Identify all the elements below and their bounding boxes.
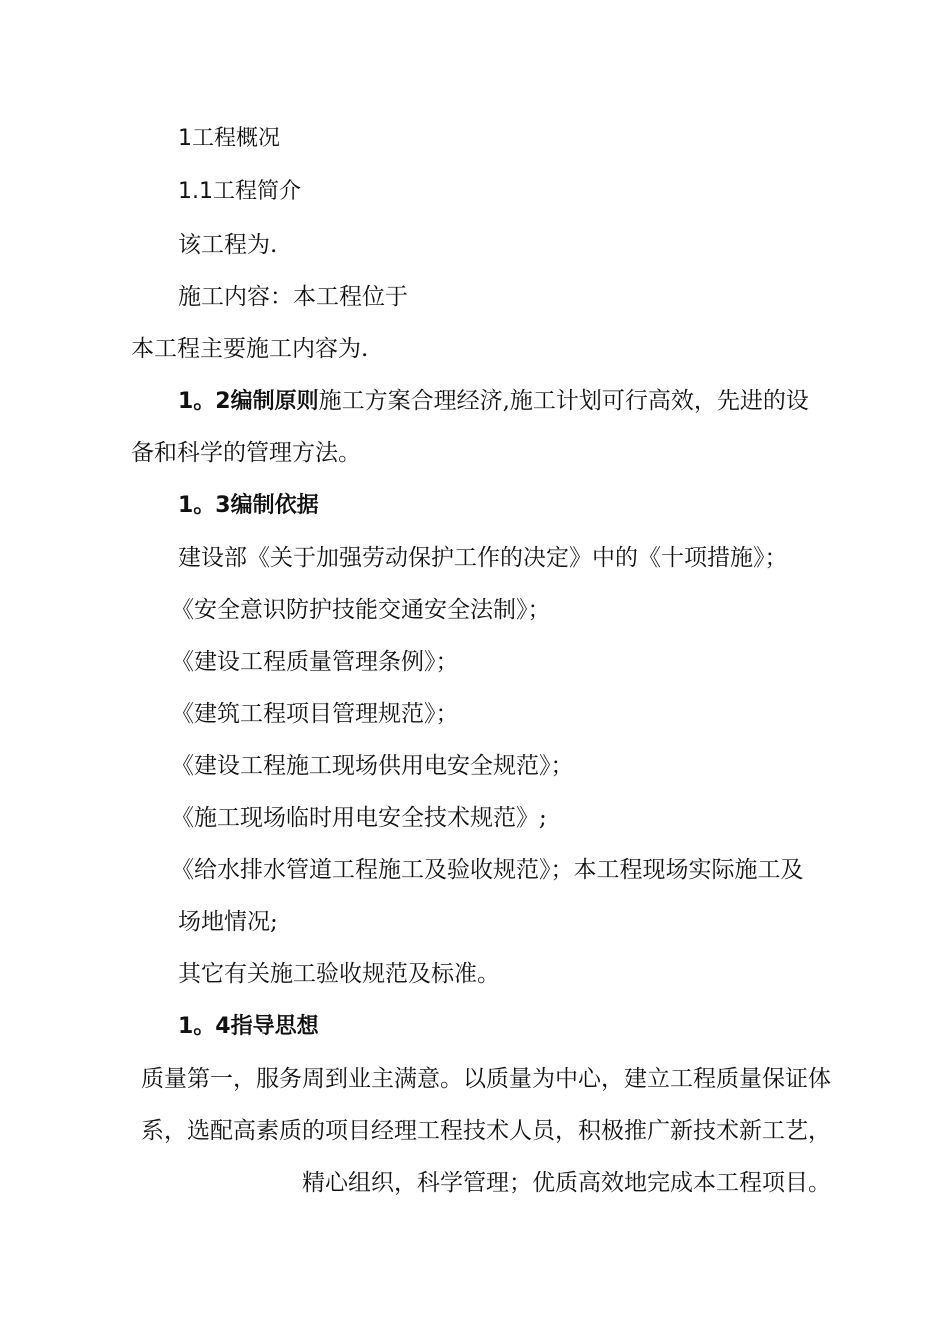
section-1-2-text: 施工方案合理经济,施工计划可行高效，先进的设	[318, 388, 809, 414]
section-1-2-text-continued: 备和科学的管理方法。	[131, 440, 361, 466]
basis-item: 《建设工程施工现场供用电安全规范》；	[171, 753, 574, 779]
basis-item: 《安全意识防护技能交通安全法制》；	[171, 597, 551, 623]
construction-content-line: 施工内容：本工程位于	[178, 284, 408, 310]
basis-item: 《给水排水管道工程施工及验收规范》；本工程现场实际施工及	[171, 857, 804, 883]
basis-item: 《施工现场临时用电安全技术规范》;	[171, 805, 547, 831]
guiding-line: 系，选配高素质的项目经理工程技术人员，积极推广新技术新工艺，	[141, 1118, 831, 1144]
basis-item-continued: 场地情况;	[178, 909, 278, 935]
section-1-heading: 1工程概况	[178, 126, 280, 151]
section-1-2-paragraph	[178, 386, 809, 417]
guiding-line: 精心组织，科学管理；优质高效地完成本工程项目。	[302, 1170, 831, 1196]
basis-item: 其它有关施工验收规范及标准。	[178, 961, 500, 987]
basis-item: 《建筑工程项目管理规范》；	[171, 701, 459, 727]
section-1-3-heading: 1。3编制依据	[178, 493, 319, 518]
section-1-2-heading: 1。2编制原则	[178, 389, 319, 414]
project-line: 该工程为.	[178, 232, 278, 258]
basis-item: 《建设工程质量管理条例》；	[171, 649, 459, 675]
section-1-1-heading: 1.1工程简介	[178, 179, 301, 204]
main-content-line: 本工程主要施工内容为.	[131, 336, 369, 362]
basis-item: 建设部《关于加强劳动保护工作的决定》中的《十项措施》；	[178, 545, 788, 571]
section-1-4-heading: 1。4指导思想	[178, 1014, 319, 1039]
guiding-line: 质量第一，服务周到业主满意。以质量为中心，建立工程质量保证体	[141, 1066, 831, 1092]
